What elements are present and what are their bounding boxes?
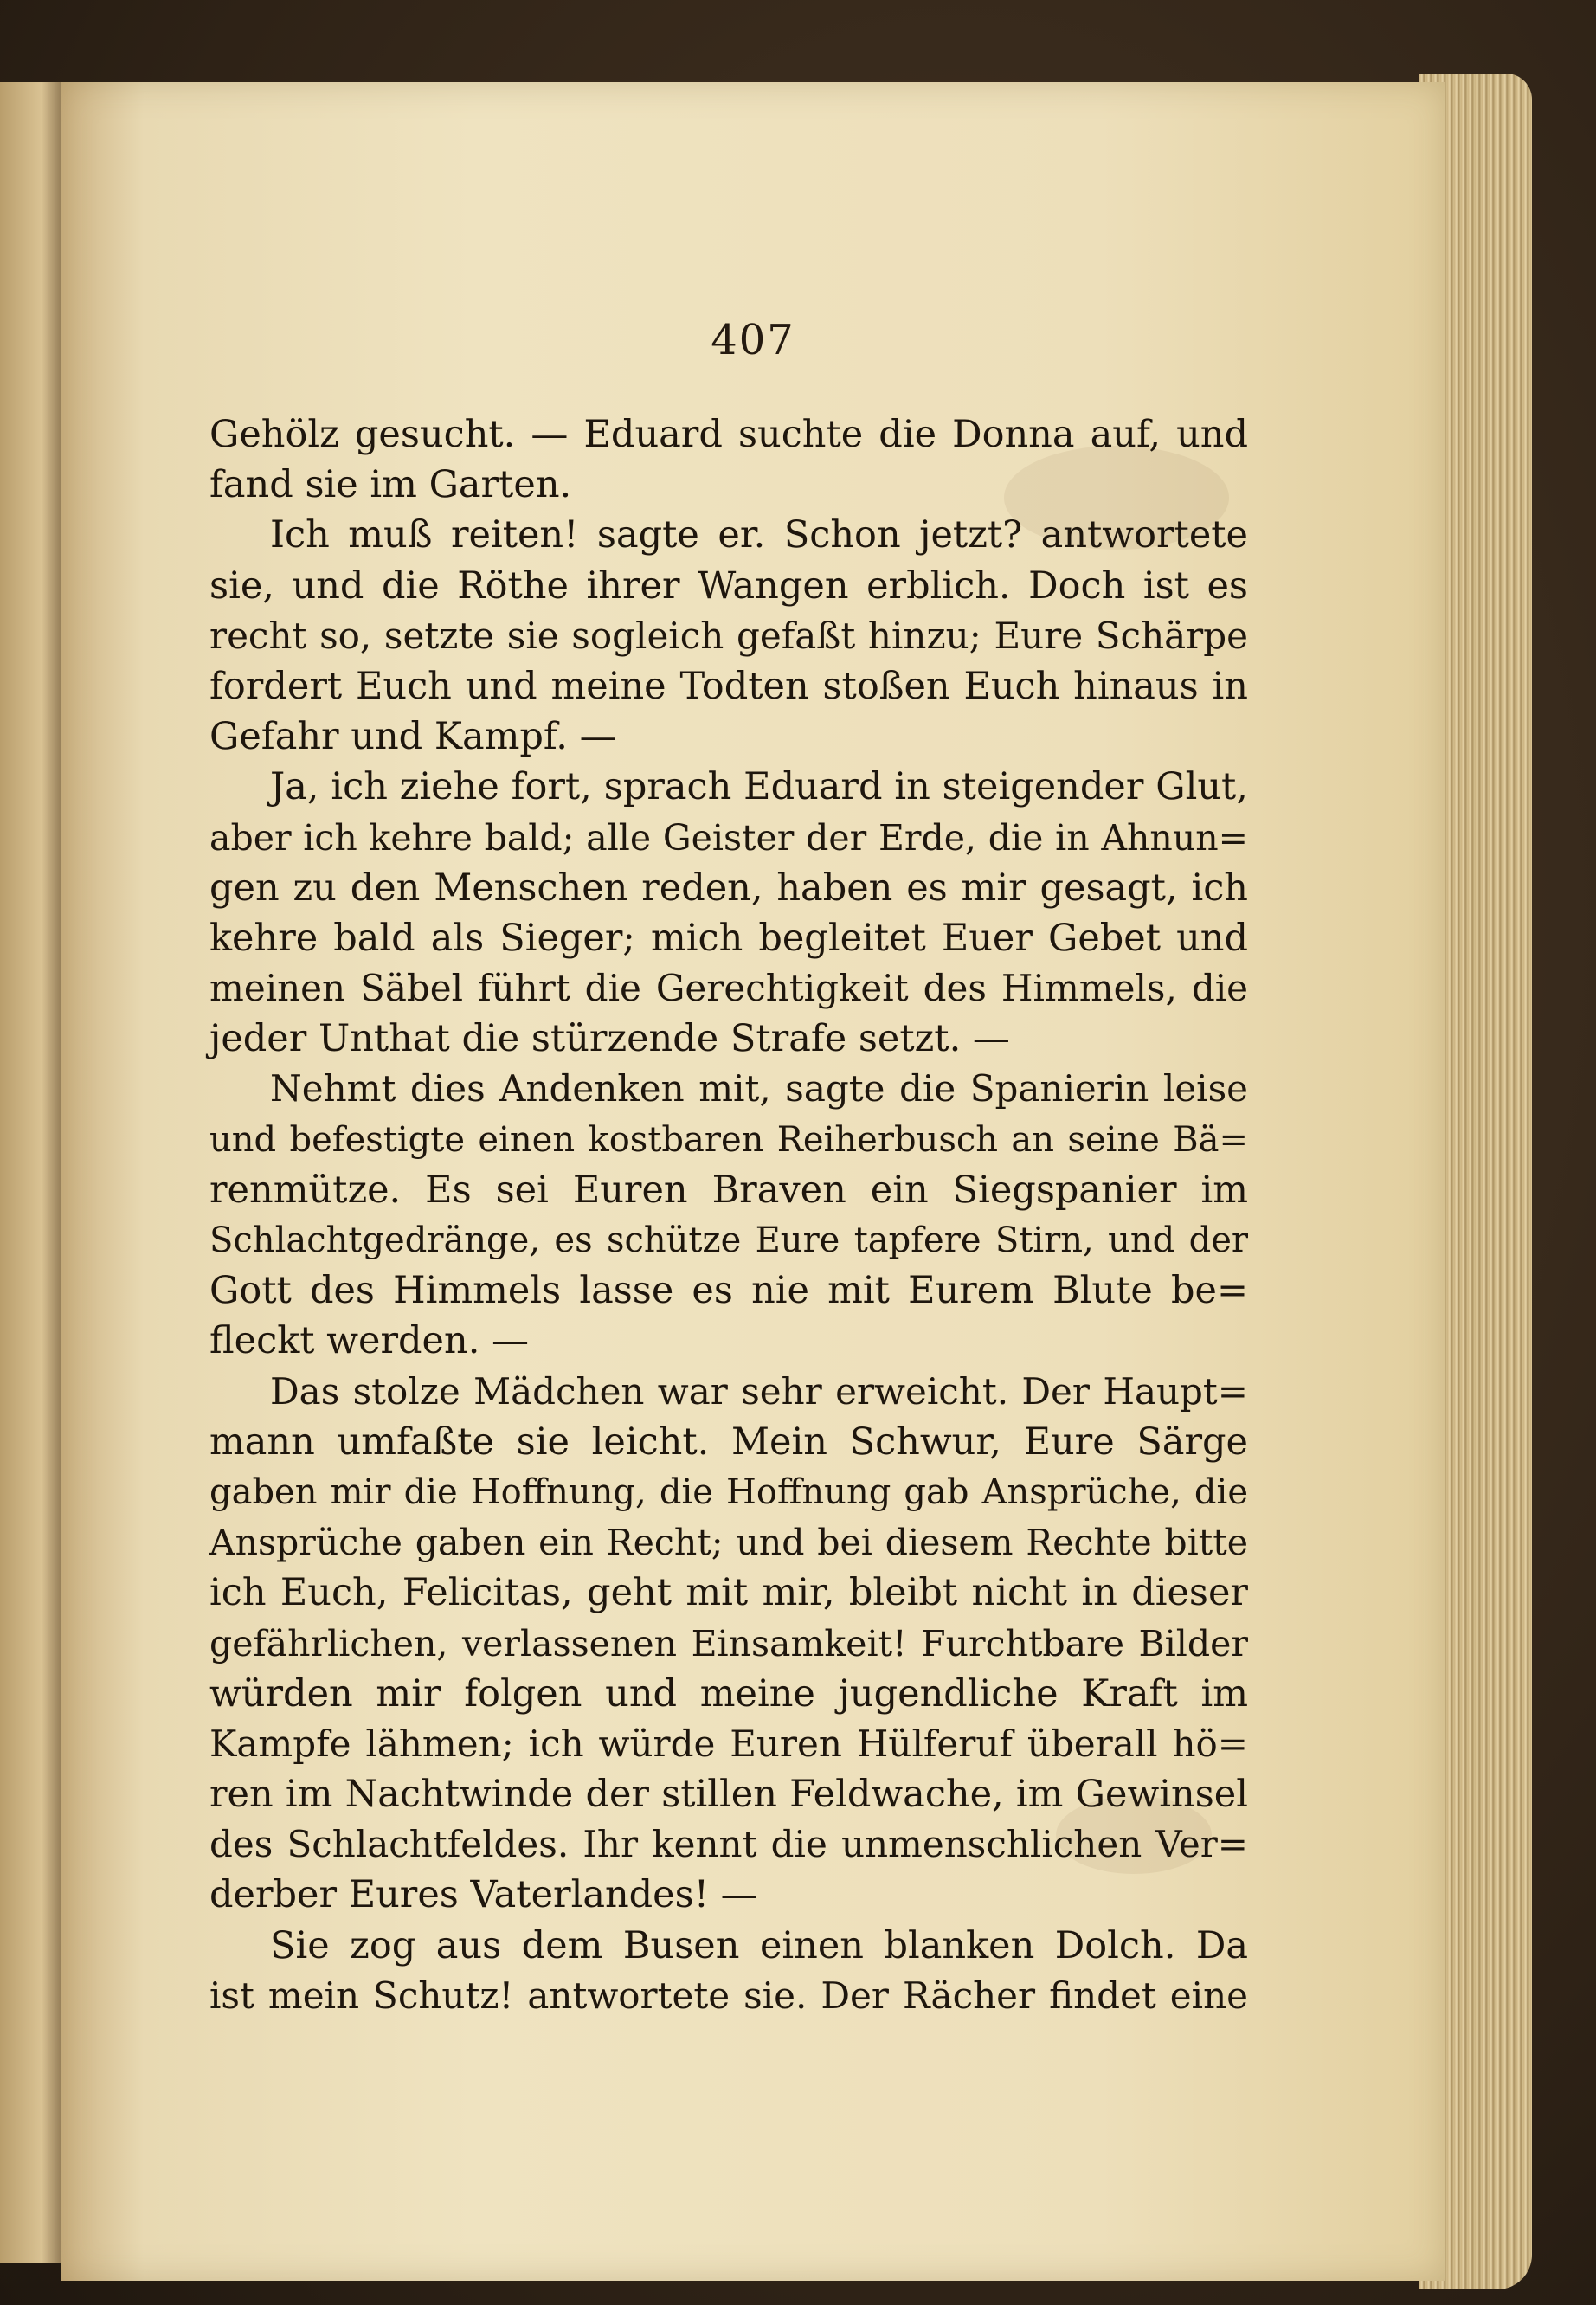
- text-line: Ja, ich ziehe fort, sprach Eduard in steigender Glut,: [270, 765, 1248, 809]
- text-line: kehre bald als Sieger; mich begleitet Euer Gebet und: [209, 916, 1248, 960]
- body-text: [209, 409, 1248, 2021]
- text-line: aber ich kehre bald; alle Geister der Erde, die in Ahnun=: [209, 816, 1248, 859]
- text-line: derber Eures Vaterlandes! —: [209, 1873, 758, 1917]
- text-line: gen zu den Menschen reden, haben es mir gesagt, ich: [209, 866, 1248, 910]
- text-line: des Schlachtfeldes. Ihr kennt die unmenschlichen Ver=: [209, 1823, 1248, 1866]
- text-line: Ansprüche gaben ein Recht; und bei diesem Rechte bitte: [209, 1522, 1248, 1564]
- text-line: gefährlichen, verlassenen Einsamkeit! Furchtbare Bilder: [209, 1622, 1248, 1664]
- text-line: würden mir folgen und meine jugendliche Kraft im: [209, 1671, 1248, 1716]
- text-line: sie, und die Röthe ihrer Wangen erblich. Doch ist es: [209, 563, 1248, 608]
- text-line: fordert Euch und meine Todten stoßen Euch hinaus in: [209, 664, 1248, 708]
- text-line: Kampfe lähmen; ich würde Euren Hülferuf überall hö=: [209, 1722, 1248, 1765]
- book-page: [61, 82, 1445, 2281]
- text-line: mann umfaßte sie leicht. Mein Schwur, Eure Särge: [209, 1420, 1248, 1464]
- text-line: ren im Nachtwinde der stillen Feldwache, im Gewinsel: [209, 1773, 1248, 1817]
- text-line: Schlachtgedränge, es schütze Eure tapfere Stirn, und der: [209, 1220, 1248, 1260]
- text-line: renmütze. Es sei Euren Braven ein Siegspanier im: [209, 1168, 1248, 1212]
- text-line: Nehmt dies Andenken mit, sagte die Spanierin leise: [270, 1067, 1248, 1111]
- text-line: ich Euch, Felicitas, geht mit mir, bleibt nicht in dieser: [209, 1571, 1248, 1615]
- text-line: gaben mir die Hoffnung, die Hoffnung gab Ansprüche, die: [209, 1471, 1248, 1512]
- text-line: fand sie im Garten.: [209, 463, 572, 507]
- text-line: recht so, setzte sie sogleich gefaßt hinzu; Eure Schärpe: [209, 614, 1248, 657]
- facing-page-edge: [0, 82, 69, 2263]
- text-line: fleckt werden. —: [209, 1319, 530, 1363]
- page-number: 407: [711, 316, 795, 364]
- text-line: jeder Unthat die stürzende Strafe setzt. —: [209, 1017, 1010, 1061]
- text-line: und befestigte einen kostbaren Reiherbusch an seine Bä=: [209, 1119, 1248, 1160]
- text-line: Gott des Himmels lasse es nie mit Eurem Blute be=: [209, 1269, 1248, 1313]
- text-line: Gefahr und Kampf. —: [209, 715, 617, 759]
- text-line: Gehölz gesucht. — Eduard suchte die Donna auf, und: [209, 413, 1248, 456]
- text-line: Das stolze Mädchen war sehr erweicht. Der Haupt=: [270, 1369, 1248, 1413]
- text-line: meinen Säbel führt die Gerechtigkeit des Himmels, die: [209, 967, 1248, 1010]
- text-line: Ich muß reiten! sagte er. Schon jetzt? antwortete: [270, 513, 1248, 557]
- text-line: ist mein Schutz! antwortete sie. Der Rächer findet eine: [209, 1973, 1248, 2017]
- text-line: Sie zog aus dem Busen einen blanken Dolch. Da: [270, 1923, 1248, 1967]
